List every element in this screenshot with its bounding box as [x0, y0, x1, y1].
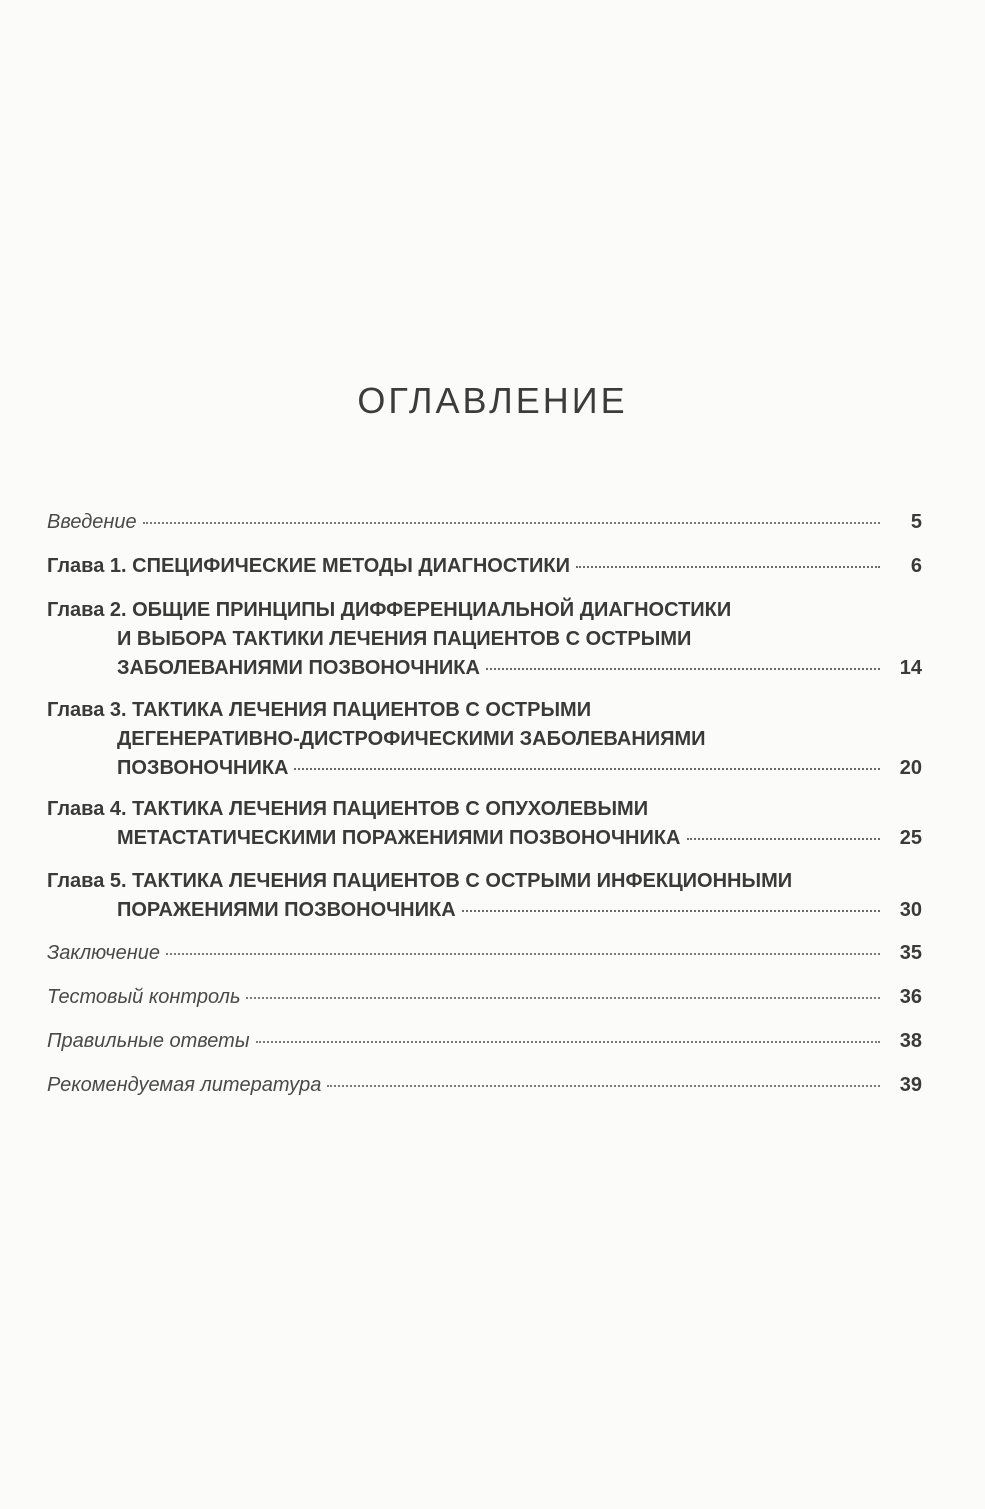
toc-entry-chapter-5 [47, 867, 922, 925]
chapter-title-line-2: ДЕГЕНЕРАТИВНО-ДИСТРОФИЧЕСКИМИ ЗАБОЛЕВАНИЯМИ [117, 728, 706, 750]
toc-page-number: 35 [899, 942, 922, 964]
toc-entry-title: Заключение [47, 942, 160, 964]
dot-leader [246, 996, 880, 999]
chapter-title-line-3: ПОЗВОНОЧНИКА [117, 757, 289, 779]
chapter-prefix: Глава 5. [47, 870, 127, 892]
toc-page-number: 20 [899, 757, 922, 779]
chapter-title-line-2: И ВЫБОРА ТАКТИКИ ЛЕЧЕНИЯ ПАЦИЕНТОВ С ОСТРЫМИ [117, 628, 692, 650]
toc-page-number: 38 [899, 1030, 922, 1052]
chapter-title-line-3: ЗАБОЛЕВАНИЯМИ ПОЗВОНОЧНИКА [117, 657, 480, 679]
toc-page-number: 14 [899, 657, 922, 679]
dot-leader [143, 521, 880, 524]
chapter-prefix: Глава 1. [47, 555, 127, 577]
dot-leader [256, 1040, 880, 1043]
toc-page-number: 5 [910, 511, 922, 533]
page-title: ОГЛАВЛЕНИЕ [357, 380, 628, 421]
toc-entry-conclusion [47, 939, 922, 968]
toc-entry-chapter-1 [47, 552, 922, 581]
toc-entry-chapter-3 [47, 696, 922, 783]
toc-entry-recommended-literature [47, 1071, 922, 1100]
dot-leader [486, 667, 880, 670]
chapter-title-line-2: ПОРАЖЕНИЯМИ ПОЗВОНОЧНИКА [117, 899, 456, 921]
toc-page-number: 25 [899, 827, 922, 849]
toc-entry-correct-answers [47, 1027, 922, 1056]
toc-entry-title: Тестовый контроль [47, 986, 241, 1008]
toc-page-number: 36 [899, 986, 922, 1008]
chapter-title-line-1: Глава 4. ТАКТИКА ЛЕЧЕНИЯ ПАЦИЕНТОВ С ОПУХОЛЕВЫМИ [47, 798, 649, 820]
toc-page-number: 6 [910, 555, 922, 577]
chapter-title: СПЕЦИФИЧЕСКИЕ МЕТОДЫ ДИАГНОСТИКИ [132, 555, 570, 577]
chapter-prefix: Глава 2. [47, 599, 127, 621]
chapter-prefix: Глава 4. [47, 798, 127, 820]
chapter-title-line-1: Глава 2. ОБЩИЕ ПРИНЦИПЫ ДИФФЕРЕНЦИАЛЬНОЙ ДИАГНОСТИКИ [47, 599, 732, 621]
dot-leader [462, 909, 880, 912]
toc-entry-chapter-4 [47, 795, 922, 853]
chapter-title-line-1: Глава 3. ТАКТИКА ЛЕЧЕНИЯ ПАЦИЕНТОВ С ОСТРЫМИ [47, 699, 592, 721]
dot-leader [294, 767, 880, 770]
toc-entry-title: Правильные ответы [47, 1030, 250, 1052]
toc-entry-title: Рекомендуемая литература [47, 1074, 322, 1096]
toc-page-number: 39 [899, 1074, 922, 1096]
dot-leader [576, 565, 880, 568]
dot-leader [166, 952, 880, 955]
chapter-prefix: Глава 3. [47, 699, 127, 721]
dot-leader [687, 837, 881, 840]
toc-entry-test-control [47, 983, 922, 1012]
chapter-title-line-1: Глава 5. ТАКТИКА ЛЕЧЕНИЯ ПАЦИЕНТОВ С ОСТРЫМИ ИНФЕКЦИОННЫМИ [47, 870, 793, 892]
dot-leader [327, 1084, 880, 1087]
toc-entry-title [47, 552, 570, 581]
toc-entry-title: Введение [47, 511, 137, 533]
toc-page-number: 30 [899, 899, 922, 921]
toc-entry-introduction [47, 508, 922, 537]
toc-entry-chapter-2 [47, 596, 922, 683]
chapter-title-line-2: МЕТАСТАТИЧЕСКИМИ ПОРАЖЕНИЯМИ ПОЗВОНОЧНИКА [117, 827, 681, 849]
